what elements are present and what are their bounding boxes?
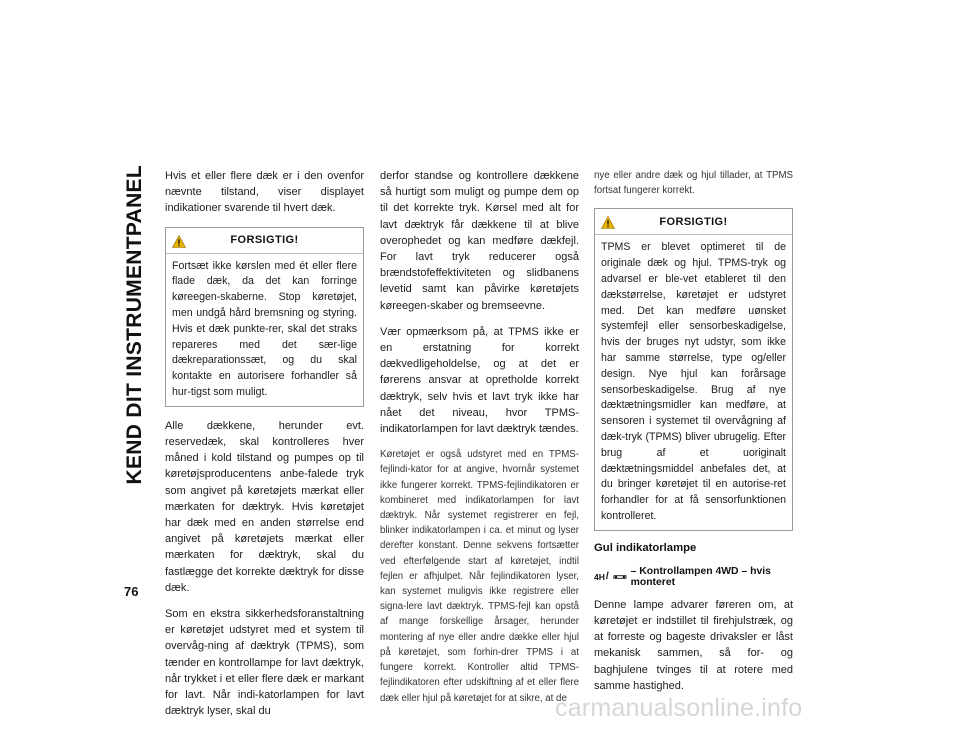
col3-paragraph-2: Denne lampe advarer føreren om, at køretøjet er indstillet til firehjulstræk, og at forreste og bageste drivaksler er låst mekanisk sammen, så for- og baghjulene tvinges til at rotere med samme hastighed. — [594, 598, 793, 692]
column-2 — [380, 168, 579, 716]
lamp-4wd-line — [594, 566, 793, 588]
caution-title: FORSIGTIG! — [230, 234, 299, 247]
caution-text: TPMS er blevet optimeret til de originale dæk og hjul. TPMS-tryk og advarsel er ble-vet etableret til den dækstørrelse, køretøjet er udstyret med. Det kan medføre uønsket systemfejl eller sensorbeskadigelse, hvis der bruges nyt udstyr, som ikke har samme størrelse, type og/eller design. Nye hjul kan forårsage sensorbeskadigelse. Brug af nye dæktætningsmidler kan medføre, at sensoren i systemet til overvågning af dæk-tryk (TPMS) bliver ubrugelig. Efter brug af et uoriginalt dæktætningsmiddel anbefales det, at du bringer køretøjet til en autorise-ret forhandler for at få sensorfunktionen kontrolleret. — [601, 241, 786, 522]
warning-triangle-icon — [172, 235, 186, 248]
col2-paragraph-1: derfor standse og kontrollere dækkene så hurtigt som muligt og pumpe dem op til det korrekte tryk. Kørsel med alt for lavt dæktryk får dækkene til at blive overophedet og kan medføre dækfejl. For lavt tryk reducerer også brændstofeffektiviteten og slidbanens levetid samt kan påvirke køretøjets køreegen-skaber og bremseevne. — [380, 170, 579, 312]
4h-icon: 4H — [594, 571, 605, 582]
col2-paragraph-2: Vær opmærksom på, at TPMS ikke er en erstatning for korrekt dækvedligeholdelse, og at det er førerens ansvar at opretholde korrekt dæktryk, selv hvis et lavt tryk ikke har nået det niveau, hvor TPMS-indikatorlampen for lavt dæktryk tændes. — [380, 325, 579, 436]
lamp-separator: / — [605, 571, 609, 583]
section-title: KEND DIT INSTRUMENTPANEL — [123, 165, 146, 485]
col1-paragraph-2: Alle dækkene, herunder evt. reservedæk, skal kontrolleres hver måned i kold tilstand og pumpes op til køretøjsproducentens anbe-falede tryk som angivet på køretøjets mærkat eller mærkaten for dæktryk. Hvis køretøjet har dæk med en anden størrelse end angivet på køretøjets mærkat eller mærkaten for dæktryk, skal du fastlægge det korrekte dæktryk for disse dæk. — [165, 419, 364, 594]
caution-box-2 — [594, 208, 793, 530]
column-3 — [594, 168, 793, 704]
section-side-title — [118, 165, 152, 575]
watermark: carmanualsonline.info — [555, 694, 803, 722]
caution-text: Fortsæt ikke kørslen med ét eller flere flade dæk, da det kan forringe køreegen-skaberne. Stop køretøjet, men undgå hård bremsning og styring. Hvis et dæk punkte-rer, skal det straks repareres med det sær-lige dækreparationssæt, og du skal kontakte en autorisere forhandler så hur-tigst som muligt. — [172, 259, 357, 398]
col1-paragraph-3: Som en ekstra sikkerhedsforanstaltning er køretøjet udstyret med et system til overvåg-ning af dæktryk (TPMS), som tænder en kontrollampe for lavt dæktryk, når trykket i et eller flere dæk er markant for lavt. Når indi-katorlampen for lavt dæktryk lyser, skal du — [165, 608, 364, 718]
col1-paragraph-1: Hvis et eller flere dæk er i den ovenfor nævnte tilstand, viser displayet indikationer svarende til hvert dæk. — [165, 170, 364, 215]
caution-box-1 — [165, 227, 364, 407]
warning-triangle-icon — [601, 216, 615, 229]
indicator-heading: Gul indikatorlampe — [594, 541, 697, 554]
caution-header — [166, 228, 363, 254]
caution-header — [595, 209, 792, 235]
4wd-low-icon — [613, 573, 627, 581]
page-number: 76 — [124, 584, 139, 599]
col2-paragraph-3: Køretøjet er også udstyret med en TPMS-fejlindi-kator for at angive, hvornår systemet ikke fungerer korrekt. TPMS-fejlindikatoren er kombineret med indikatorlampen for lavt dæktryk. Når systemet registrerer en fejl, blinker indikatorlampen i ca. et minut og lyser derefter konstant. Denne sekvens fortsætter ved efterfølgende start af køretøjet, indtil fejlen er afhjulpet. Når fejlindikatoren lyser, kan systemet muligvis ikke registrere eller signa-lere lavt dæktryk. TPMS-fejl kan opstå af mange forskellige årsager, herunder montering af nye eller andre dække eller hjul på køretøjet, som forhin-drer TPMS i at fungere korrekt. Kontroller altid TPMS-fejlindikatoren efter udskiftning af et eller flere dæk eller hjul på køretøjet for at sikre, at de — [380, 449, 579, 704]
caution-title: FORSIGTIG! — [659, 215, 728, 228]
column-1 — [165, 168, 364, 729]
col3-paragraph-1: nye eller andre dæk og hjul tillader, at TPMS fortsat fungerer korrekt. — [594, 170, 793, 197]
lamp-label: – Kontrollampen 4WD – hvis monteret — [630, 565, 771, 588]
